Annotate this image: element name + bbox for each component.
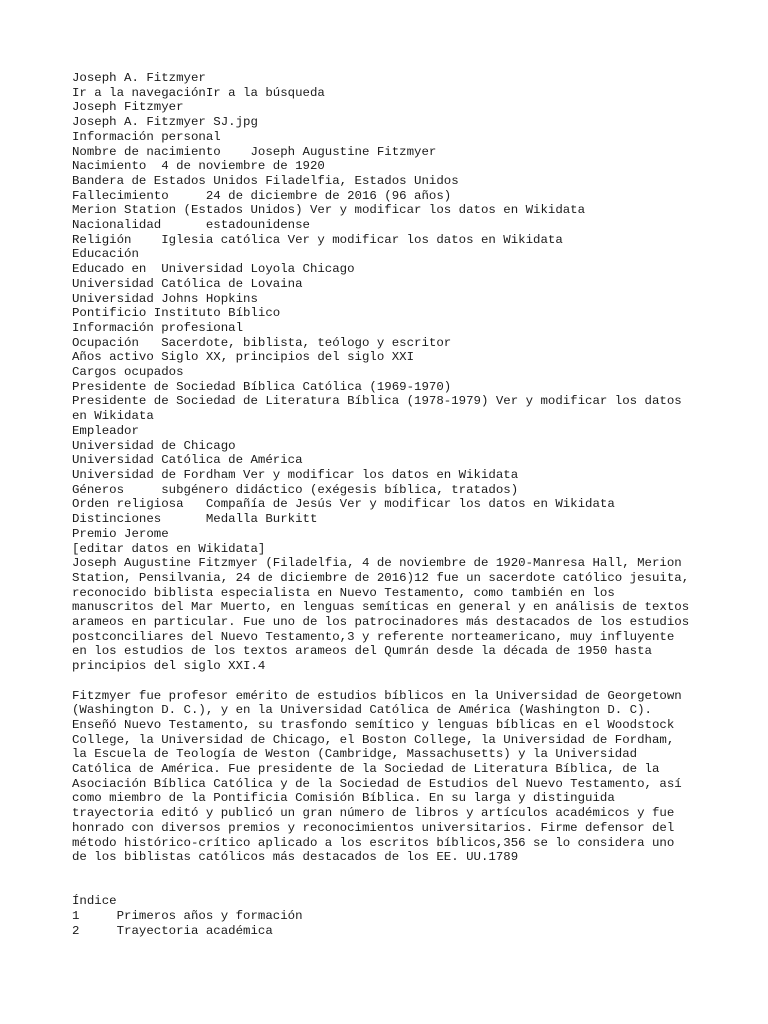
professional-info-heading: Información profesional: [72, 320, 244, 335]
table-of-contents: [72, 894, 702, 938]
intro-paragraph: Joseph Augustine Fitzmyer (Filadelfia, 4 de noviembre de 1920-Manresa Hall, Merion Station, Pensilvania, 24 de diciembre de 2016)12 fue un sacerdote católico jesuita, reconocido biblista especialista en Nuevo Testamento, como también en los manuscritos del Mar Muerto, en lenguas semíticas en general y en análisis de textos arameos en particular. Fue uno de los patrocinadores más destacados de los estudios postconciliares del Nuevo Testamento,3 y referente norteamericano, muy influyente en los estudios de los textos arameos del Qumrán desde la década de 1950 hasta principios del siglo XXI.4: [72, 556, 690, 674]
position-item-continued[interactable]: en Wikidata: [72, 409, 154, 424]
infobox-name: Joseph Fitzmyer: [72, 100, 184, 115]
employer-item[interactable]: Universidad de Chicago: [72, 438, 236, 453]
award-item[interactable]: Premio Jerome: [72, 526, 169, 541]
article-title: Joseph A. Fitzmyer: [72, 71, 206, 85]
employer-item[interactable]: Universidad Católica de América: [72, 453, 303, 468]
employer-heading: Empleador: [72, 423, 139, 438]
infobox-image-caption[interactable]: Joseph A. Fitzmyer SJ.jpg: [72, 115, 258, 130]
birth-name-row: Nombre de nacimiento Joseph Augustine Fitzmyer: [72, 144, 437, 159]
position-item[interactable]: Presidente de Sociedad Bíblica Católica (1969-1970): [72, 379, 452, 394]
religious-order-row[interactable]: Orden religiosa Compañía de Jesús Ver y modificar los datos en Wikidata: [72, 497, 615, 512]
personal-info-heading: Información personal: [72, 129, 221, 144]
positions-heading: Cargos ocupados: [72, 365, 184, 380]
document-page: [72, 71, 702, 938]
active-years-row: Años activo Siglo XX, principios del siglo XXI: [72, 350, 415, 365]
distinctions-row[interactable]: Distinciones Medalla Burkitt: [72, 512, 318, 527]
toc-item[interactable]: 1 Primeros años y formación: [72, 909, 303, 924]
occupation-row: Ocupación Sacerdote, biblista, teólogo y escritor: [72, 335, 452, 350]
education-item[interactable]: Pontificio Instituto Bíblico: [72, 306, 281, 321]
religion-row[interactable]: Religión Iglesia católica Ver y modificar los datos en Wikidata: [72, 232, 563, 247]
birth-place-row[interactable]: Bandera de Estados Unidos Filadelfia, Estados Unidos: [72, 173, 459, 188]
toc-heading: Índice: [72, 894, 117, 909]
position-item[interactable]: Presidente de Sociedad de Literatura Bíblica (1978-1979) Ver y modificar los datos: [72, 394, 682, 409]
skip-nav-links[interactable]: Ir a la navegaciónIr a la búsqueda: [72, 85, 325, 100]
genres-row: Géneros subgénero didáctico (exégesis bíblica, tratados): [72, 482, 519, 497]
education-item[interactable]: Universidad Católica de Lovaina: [72, 276, 303, 291]
education-item[interactable]: Universidad Johns Hopkins: [72, 291, 258, 306]
death-row: Fallecimiento 24 de diciembre de 2016 (96 años): [72, 188, 452, 203]
career-paragraph: Fitzmyer fue profesor emérito de estudios bíblicos en la Universidad de Georgetown (Washington D. C.), y en la Universidad Católica de América (Washington D. C). Enseñó Nuevo Testamento, su trasfondo semítico y lenguas bíblicas en el Woodstock College, la Universidad de Chicago, el Boston College, la Universidad de Fordham, la Escuela de Teología de Weston (Cambridge, Massachusetts) y la Universidad Católica de América. Fue presidente de la Sociedad de Literatura Bíblica, de la Asociación Bíblica Católica y de la Sociedad de Estudios del Nuevo Testamento, así como miembro de la Pontificia Comisión Bíblica. En su larga y distinguida trayectoria editó y publicó un gran número de libros y artículos académicos y fue honrado con diversos premios y reconocimientos universitarios. Firme defensor del método histórico-crítico aplicado a los escritos bíblicos,356 se lo considera uno de los biblistas católicos más destacados de los EE. UU.1789: [72, 688, 682, 865]
toc-item[interactable]: 2 Trayectoria académica: [72, 923, 273, 938]
education-heading: Educación: [72, 247, 139, 262]
birth-row: Nacimiento 4 de noviembre de 1920: [72, 159, 325, 174]
section-spacer: [72, 865, 702, 894]
employer-item[interactable]: Universidad de Fordham Ver y modificar los datos en Wikidata: [72, 467, 519, 482]
edit-wikidata-link[interactable]: [editar datos en Wikidata]: [72, 541, 266, 556]
educated-in-row[interactable]: Educado en Universidad Loyola Chicago: [72, 262, 355, 277]
death-place-row[interactable]: Merion Station (Estados Unidos) Ver y modificar los datos en Wikidata: [72, 203, 586, 218]
nationality-row: Nacionalidad estadounidense: [72, 218, 310, 233]
paragraph-spacer: [72, 674, 702, 689]
